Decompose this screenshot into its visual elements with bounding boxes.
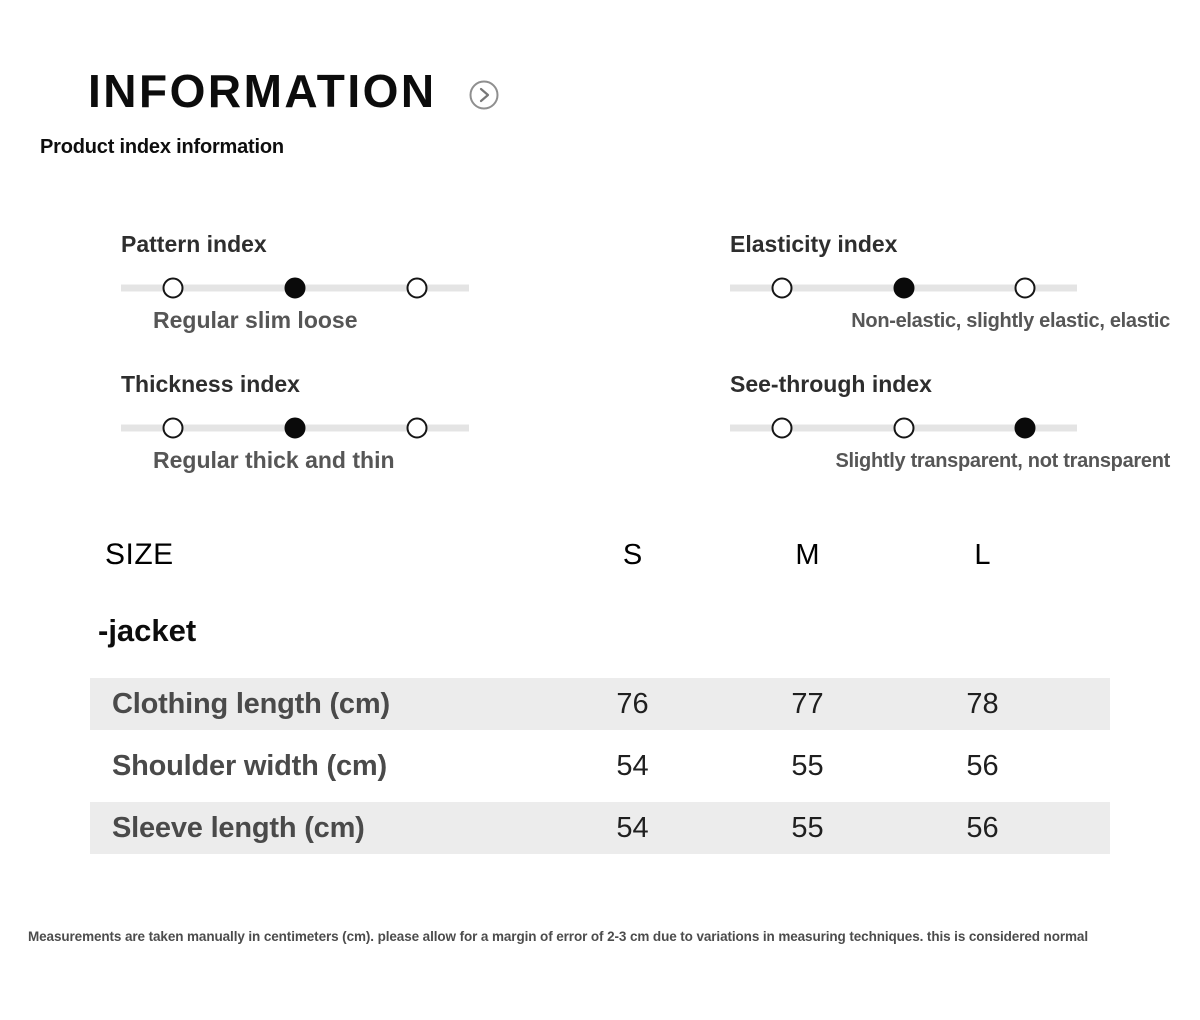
table-row	[90, 678, 1110, 730]
chevron-right-circle-icon[interactable]	[468, 79, 500, 111]
size-column-s: S	[622, 538, 643, 571]
row-value-m: 55	[791, 749, 824, 782]
size-table-rows	[90, 678, 1110, 854]
see-through-index-slider	[730, 416, 1077, 440]
row-label: Shoulder width (cm)	[112, 749, 387, 782]
size-header-label: SIZE	[105, 538, 174, 571]
slider-dot	[163, 418, 184, 439]
measurement-disclaimer: Measurements are taken manually in centimeters (cm). please allow for a margin of error of 2-3 cm due to variations in measuring techniques. this is considered normal	[28, 929, 1088, 944]
row-value-l: 78	[966, 687, 999, 720]
slider-dot	[893, 418, 914, 439]
section-subtitle: Product index information	[40, 136, 284, 158]
size-table	[90, 535, 1110, 860]
row-value-m: 77	[791, 687, 824, 720]
row-value-m: 55	[791, 811, 824, 844]
slider-dot	[285, 418, 306, 439]
size-table-header	[90, 535, 1110, 575]
table-row	[90, 730, 1110, 802]
slider-dot	[772, 418, 793, 439]
slider-dot	[893, 278, 914, 299]
size-group-label: -jacket	[98, 613, 197, 648]
slider-dot	[163, 278, 184, 299]
page-title: INFORMATION	[88, 65, 437, 117]
elasticity-index-block	[730, 230, 1170, 333]
slider-dot	[1014, 278, 1035, 299]
row-value-l: 56	[966, 811, 999, 844]
slider-dot	[406, 418, 427, 439]
see-through-index-title: See-through index	[730, 371, 932, 397]
elasticity-index-label: Non-elastic, slightly elastic, elastic	[851, 310, 1170, 332]
slider-dot	[1014, 418, 1035, 439]
elasticity-index-title: Elasticity index	[730, 231, 898, 257]
thickness-index-block	[121, 370, 469, 474]
pattern-index-slider	[121, 276, 469, 300]
table-row	[90, 802, 1110, 854]
see-through-index-block	[730, 370, 1170, 473]
slider-dot	[772, 278, 793, 299]
row-value-s: 76	[616, 687, 649, 720]
row-value-s: 54	[616, 749, 649, 782]
pattern-index-title: Pattern index	[121, 231, 267, 257]
thickness-index-slider	[121, 416, 469, 440]
row-label: Clothing length (cm)	[112, 687, 390, 720]
thickness-index-title: Thickness index	[121, 371, 300, 397]
elasticity-index-slider	[730, 276, 1077, 300]
pattern-index-label: Regular slim loose	[153, 307, 358, 333]
size-column-l: L	[974, 538, 991, 571]
see-through-index-label: Slightly transparent, not transparent	[835, 450, 1170, 472]
size-column-m: M	[795, 538, 820, 571]
row-label: Sleeve length (cm)	[112, 811, 365, 844]
pattern-index-block	[121, 230, 469, 334]
thickness-index-label: Regular thick and thin	[153, 447, 395, 473]
row-value-l: 56	[966, 749, 999, 782]
row-value-s: 54	[616, 811, 649, 844]
slider-dot	[285, 278, 306, 299]
slider-dot	[406, 278, 427, 299]
